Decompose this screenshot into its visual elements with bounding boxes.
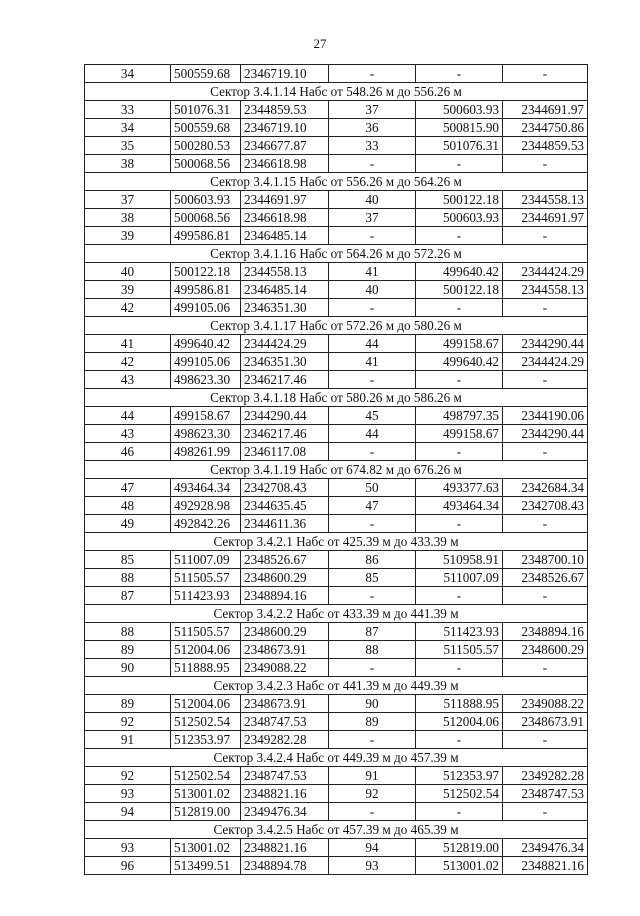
adjacent-x-coordinate: -: [416, 515, 503, 533]
adjacent-point-number: -: [329, 371, 416, 389]
y-coordinate: 2344859.53: [241, 101, 329, 119]
point-number: 94: [85, 803, 171, 821]
adjacent-point-number: 36: [329, 119, 416, 137]
adjacent-x-coordinate: 499640.42: [416, 263, 503, 281]
adjacent-point-number: -: [329, 803, 416, 821]
sector-label: Сектор 3.4.1.15 Набс от 556.26 м до 564.26 м: [85, 173, 588, 191]
table-row: [85, 65, 588, 83]
adjacent-point-number: 44: [329, 335, 416, 353]
point-number: 40: [85, 263, 171, 281]
adjacent-point-number: 47: [329, 497, 416, 515]
adjacent-point-number: 93: [329, 857, 416, 875]
table-row: [85, 227, 588, 245]
table-row: [85, 281, 588, 299]
point-number: 42: [85, 353, 171, 371]
table-row: [85, 803, 588, 821]
adjacent-y-coordinate: -: [503, 227, 588, 245]
adjacent-y-coordinate: 2344558.13: [503, 191, 588, 209]
point-number: 88: [85, 623, 171, 641]
point-number: 87: [85, 587, 171, 605]
adjacent-y-coordinate: -: [503, 155, 588, 173]
coordinates-table: [84, 64, 588, 875]
adjacent-x-coordinate: 511423.93: [416, 623, 503, 641]
table-row: [85, 785, 588, 803]
adjacent-x-coordinate: 493464.34: [416, 497, 503, 515]
table-row: [85, 443, 588, 461]
y-coordinate: 2346117.08: [241, 443, 329, 461]
adjacent-x-coordinate: 512004.06: [416, 713, 503, 731]
y-coordinate: 2346677.87: [241, 137, 329, 155]
table-row: [85, 623, 588, 641]
y-coordinate: 2348600.29: [241, 569, 329, 587]
y-coordinate: 2346485.14: [241, 281, 329, 299]
sector-label: Сектор 3.4.1.14 Набс от 548.26 м до 556.26 м: [85, 83, 588, 101]
point-number: 90: [85, 659, 171, 677]
adjacent-y-coordinate: 2344290.44: [503, 425, 588, 443]
y-coordinate: 2346719.10: [241, 119, 329, 137]
adjacent-y-coordinate: 2348700.10: [503, 551, 588, 569]
table-row: [85, 335, 588, 353]
adjacent-y-coordinate: 2348673.91: [503, 713, 588, 731]
x-coordinate: 511505.57: [171, 569, 241, 587]
adjacent-y-coordinate: -: [503, 443, 588, 461]
table-row: [85, 515, 588, 533]
table-row: [85, 695, 588, 713]
sector-header-row: [85, 245, 588, 263]
point-number: 93: [85, 839, 171, 857]
adjacent-point-number: -: [329, 587, 416, 605]
adjacent-point-number: 91: [329, 767, 416, 785]
table-row: [85, 371, 588, 389]
x-coordinate: 500559.68: [171, 119, 241, 137]
sector-header-row: [85, 821, 588, 839]
point-number: 48: [85, 497, 171, 515]
table-row: [85, 551, 588, 569]
adjacent-y-coordinate: 2344424.29: [503, 263, 588, 281]
adjacent-point-number: 87: [329, 623, 416, 641]
adjacent-x-coordinate: -: [416, 587, 503, 605]
adjacent-x-coordinate: 493377.63: [416, 479, 503, 497]
y-coordinate: 2346217.46: [241, 425, 329, 443]
x-coordinate: 492842.26: [171, 515, 241, 533]
table-row: [85, 407, 588, 425]
adjacent-point-number: 90: [329, 695, 416, 713]
sector-header-row: [85, 173, 588, 191]
y-coordinate: 2346217.46: [241, 371, 329, 389]
adjacent-point-number: -: [329, 155, 416, 173]
point-number: 92: [85, 767, 171, 785]
adjacent-x-coordinate: -: [416, 65, 503, 83]
adjacent-y-coordinate: 2342708.43: [503, 497, 588, 515]
point-number: 38: [85, 209, 171, 227]
table-row: [85, 353, 588, 371]
x-coordinate: 512502.54: [171, 767, 241, 785]
y-coordinate: 2344635.45: [241, 497, 329, 515]
y-coordinate: 2348747.53: [241, 713, 329, 731]
adjacent-x-coordinate: -: [416, 155, 503, 173]
x-coordinate: 512502.54: [171, 713, 241, 731]
adjacent-x-coordinate: 499640.42: [416, 353, 503, 371]
point-number: 44: [85, 407, 171, 425]
adjacent-point-number: 44: [329, 425, 416, 443]
point-number: 37: [85, 191, 171, 209]
sector-label: Сектор 3.4.1.16 Набс от 564.26 м до 572.26 м: [85, 245, 588, 263]
adjacent-x-coordinate: -: [416, 731, 503, 749]
adjacent-y-coordinate: 2344691.97: [503, 209, 588, 227]
x-coordinate: 492928.98: [171, 497, 241, 515]
sector-label: Сектор 3.4.2.5 Набс от 457.39 м до 465.39 м: [85, 821, 588, 839]
adjacent-x-coordinate: 500603.93: [416, 101, 503, 119]
adjacent-x-coordinate: -: [416, 659, 503, 677]
point-number: 92: [85, 713, 171, 731]
x-coordinate: 499640.42: [171, 335, 241, 353]
adjacent-y-coordinate: 2348747.53: [503, 785, 588, 803]
point-number: 88: [85, 569, 171, 587]
y-coordinate: 2348894.16: [241, 587, 329, 605]
adjacent-y-coordinate: 2349088.22: [503, 695, 588, 713]
adjacent-x-coordinate: 500603.93: [416, 209, 503, 227]
adjacent-point-number: 92: [329, 785, 416, 803]
adjacent-y-coordinate: -: [503, 299, 588, 317]
adjacent-point-number: 88: [329, 641, 416, 659]
y-coordinate: 2344290.44: [241, 407, 329, 425]
table-row: [85, 641, 588, 659]
adjacent-x-coordinate: 499158.67: [416, 425, 503, 443]
point-number: 96: [85, 857, 171, 875]
y-coordinate: 2348673.91: [241, 641, 329, 659]
point-number: 34: [85, 119, 171, 137]
y-coordinate: 2344691.97: [241, 191, 329, 209]
adjacent-x-coordinate: 512353.97: [416, 767, 503, 785]
x-coordinate: 498623.30: [171, 371, 241, 389]
adjacent-y-coordinate: -: [503, 65, 588, 83]
table-row: [85, 263, 588, 281]
x-coordinate: 500068.56: [171, 155, 241, 173]
adjacent-x-coordinate: 510958.91: [416, 551, 503, 569]
x-coordinate: 501076.31: [171, 101, 241, 119]
table-row: [85, 137, 588, 155]
y-coordinate: 2348747.53: [241, 767, 329, 785]
x-coordinate: 512004.06: [171, 695, 241, 713]
x-coordinate: 499586.81: [171, 227, 241, 245]
y-coordinate: 2346618.98: [241, 209, 329, 227]
adjacent-x-coordinate: 500122.18: [416, 281, 503, 299]
y-coordinate: 2348894.78: [241, 857, 329, 875]
y-coordinate: 2348821.16: [241, 839, 329, 857]
point-number: 35: [85, 137, 171, 155]
y-coordinate: 2346351.30: [241, 353, 329, 371]
point-number: 42: [85, 299, 171, 317]
table-row: [85, 569, 588, 587]
x-coordinate: 499586.81: [171, 281, 241, 299]
x-coordinate: 511423.93: [171, 587, 241, 605]
table-row: [85, 101, 588, 119]
point-number: 47: [85, 479, 171, 497]
x-coordinate: 512819.00: [171, 803, 241, 821]
point-number: 39: [85, 227, 171, 245]
sector-label: Сектор 3.4.1.18 Набс от 580.26 м до 586.26 м: [85, 389, 588, 407]
sector-header-row: [85, 533, 588, 551]
adjacent-x-coordinate: -: [416, 299, 503, 317]
y-coordinate: 2344424.29: [241, 335, 329, 353]
y-coordinate: 2348673.91: [241, 695, 329, 713]
adjacent-point-number: -: [329, 515, 416, 533]
table-row: [85, 479, 588, 497]
adjacent-x-coordinate: 511007.09: [416, 569, 503, 587]
table-row: [85, 857, 588, 875]
table-row: [85, 713, 588, 731]
x-coordinate: 511888.95: [171, 659, 241, 677]
adjacent-point-number: 41: [329, 353, 416, 371]
point-number: 39: [85, 281, 171, 299]
y-coordinate: 2348821.16: [241, 785, 329, 803]
table-row: [85, 299, 588, 317]
sector-header-row: [85, 605, 588, 623]
x-coordinate: 500068.56: [171, 209, 241, 227]
y-coordinate: 2348600.29: [241, 623, 329, 641]
table-body: [85, 65, 588, 875]
adjacent-point-number: 33: [329, 137, 416, 155]
x-coordinate: 500280.53: [171, 137, 241, 155]
adjacent-point-number: -: [329, 659, 416, 677]
adjacent-y-coordinate: -: [503, 659, 588, 677]
adjacent-y-coordinate: -: [503, 371, 588, 389]
adjacent-point-number: 37: [329, 209, 416, 227]
sector-label: Сектор 3.4.1.17 Набс от 572.26 м до 580.26 м: [85, 317, 588, 335]
adjacent-x-coordinate: 513001.02: [416, 857, 503, 875]
adjacent-point-number: 37: [329, 101, 416, 119]
adjacent-y-coordinate: 2349282.28: [503, 767, 588, 785]
x-coordinate: 512353.97: [171, 731, 241, 749]
x-coordinate: 500603.93: [171, 191, 241, 209]
sector-header-row: [85, 749, 588, 767]
y-coordinate: 2346485.14: [241, 227, 329, 245]
table-row: [85, 191, 588, 209]
y-coordinate: 2346719.10: [241, 65, 329, 83]
point-number: 43: [85, 425, 171, 443]
table-row: [85, 731, 588, 749]
adjacent-point-number: 94: [329, 839, 416, 857]
y-coordinate: 2344558.13: [241, 263, 329, 281]
adjacent-y-coordinate: 2348894.16: [503, 623, 588, 641]
point-number: 33: [85, 101, 171, 119]
adjacent-y-coordinate: 2348526.67: [503, 569, 588, 587]
adjacent-x-coordinate: -: [416, 371, 503, 389]
adjacent-point-number: 41: [329, 263, 416, 281]
adjacent-x-coordinate: 498797.35: [416, 407, 503, 425]
page-number: 27: [313, 36, 327, 51]
sector-label: Сектор 3.4.2.2 Набс от 433.39 м до 441.39 м: [85, 605, 588, 623]
sector-header-row: [85, 83, 588, 101]
y-coordinate: 2344611.36: [241, 515, 329, 533]
adjacent-x-coordinate: 512502.54: [416, 785, 503, 803]
y-coordinate: 2349282.28: [241, 731, 329, 749]
x-coordinate: 511505.57: [171, 623, 241, 641]
point-number: 41: [85, 335, 171, 353]
point-number: 49: [85, 515, 171, 533]
adjacent-y-coordinate: 2344424.29: [503, 353, 588, 371]
adjacent-y-coordinate: 2348600.29: [503, 641, 588, 659]
adjacent-x-coordinate: 512819.00: [416, 839, 503, 857]
x-coordinate: 499158.67: [171, 407, 241, 425]
y-coordinate: 2342708.43: [241, 479, 329, 497]
adjacent-y-coordinate: 2344558.13: [503, 281, 588, 299]
table-row: [85, 659, 588, 677]
sector-header-row: [85, 461, 588, 479]
adjacent-x-coordinate: 511888.95: [416, 695, 503, 713]
x-coordinate: 498261.99: [171, 443, 241, 461]
adjacent-x-coordinate: -: [416, 803, 503, 821]
adjacent-y-coordinate: 2344859.53: [503, 137, 588, 155]
point-number: 89: [85, 641, 171, 659]
adjacent-y-coordinate: -: [503, 587, 588, 605]
table-row: [85, 425, 588, 443]
adjacent-y-coordinate: 2344691.97: [503, 101, 588, 119]
table-row: [85, 497, 588, 515]
adjacent-point-number: -: [329, 227, 416, 245]
point-number: 91: [85, 731, 171, 749]
table-row: [85, 767, 588, 785]
adjacent-y-coordinate: -: [503, 731, 588, 749]
adjacent-x-coordinate: 499158.67: [416, 335, 503, 353]
adjacent-y-coordinate: 2344190.06: [503, 407, 588, 425]
adjacent-point-number: 89: [329, 713, 416, 731]
sector-label: Сектор 3.4.2.3 Набс от 441.39 м до 449.39 м: [85, 677, 588, 695]
table-row: [85, 209, 588, 227]
sector-label: Сектор 3.4.2.1 Набс от 425.39 м до 433.39 м: [85, 533, 588, 551]
adjacent-point-number: 40: [329, 191, 416, 209]
y-coordinate: 2349088.22: [241, 659, 329, 677]
x-coordinate: 513001.02: [171, 839, 241, 857]
x-coordinate: 498623.30: [171, 425, 241, 443]
x-coordinate: 493464.34: [171, 479, 241, 497]
x-coordinate: 513001.02: [171, 785, 241, 803]
x-coordinate: 500559.68: [171, 65, 241, 83]
adjacent-x-coordinate: 501076.31: [416, 137, 503, 155]
y-coordinate: 2348526.67: [241, 551, 329, 569]
point-number: 46: [85, 443, 171, 461]
adjacent-x-coordinate: -: [416, 443, 503, 461]
adjacent-x-coordinate: 500122.18: [416, 191, 503, 209]
adjacent-y-coordinate: 2342684.34: [503, 479, 588, 497]
adjacent-point-number: -: [329, 731, 416, 749]
point-number: 38: [85, 155, 171, 173]
point-number: 43: [85, 371, 171, 389]
sector-header-row: [85, 317, 588, 335]
point-number: 34: [85, 65, 171, 83]
adjacent-point-number: 45: [329, 407, 416, 425]
x-coordinate: 511007.09: [171, 551, 241, 569]
sector-label: Сектор 3.4.2.4 Набс от 449.39 м до 457.39 м: [85, 749, 588, 767]
table-row: [85, 155, 588, 173]
adjacent-point-number: 86: [329, 551, 416, 569]
point-number: 93: [85, 785, 171, 803]
x-coordinate: 499105.06: [171, 353, 241, 371]
table-row: [85, 119, 588, 137]
adjacent-point-number: -: [329, 65, 416, 83]
adjacent-y-coordinate: -: [503, 803, 588, 821]
table-row: [85, 587, 588, 605]
adjacent-point-number: -: [329, 299, 416, 317]
adjacent-y-coordinate: -: [503, 515, 588, 533]
adjacent-x-coordinate: 500815.90: [416, 119, 503, 137]
adjacent-point-number: -: [329, 443, 416, 461]
sector-header-row: [85, 677, 588, 695]
adjacent-point-number: 40: [329, 281, 416, 299]
sector-label: Сектор 3.4.1.19 Набс от 674.82 м до 676.26 м: [85, 461, 588, 479]
point-number: 85: [85, 551, 171, 569]
point-number: 89: [85, 695, 171, 713]
x-coordinate: 499105.06: [171, 299, 241, 317]
y-coordinate: 2346351.30: [241, 299, 329, 317]
adjacent-y-coordinate: 2348821.16: [503, 857, 588, 875]
sector-header-row: [85, 389, 588, 407]
x-coordinate: 512004.06: [171, 641, 241, 659]
adjacent-y-coordinate: 2349476.34: [503, 839, 588, 857]
adjacent-y-coordinate: 2344750.86: [503, 119, 588, 137]
adjacent-x-coordinate: 511505.57: [416, 641, 503, 659]
adjacent-y-coordinate: 2344290.44: [503, 335, 588, 353]
y-coordinate: 2349476.34: [241, 803, 329, 821]
adjacent-x-coordinate: -: [416, 227, 503, 245]
table-row: [85, 839, 588, 857]
adjacent-point-number: 85: [329, 569, 416, 587]
x-coordinate: 513499.51: [171, 857, 241, 875]
x-coordinate: 500122.18: [171, 263, 241, 281]
adjacent-point-number: 50: [329, 479, 416, 497]
y-coordinate: 2346618.98: [241, 155, 329, 173]
